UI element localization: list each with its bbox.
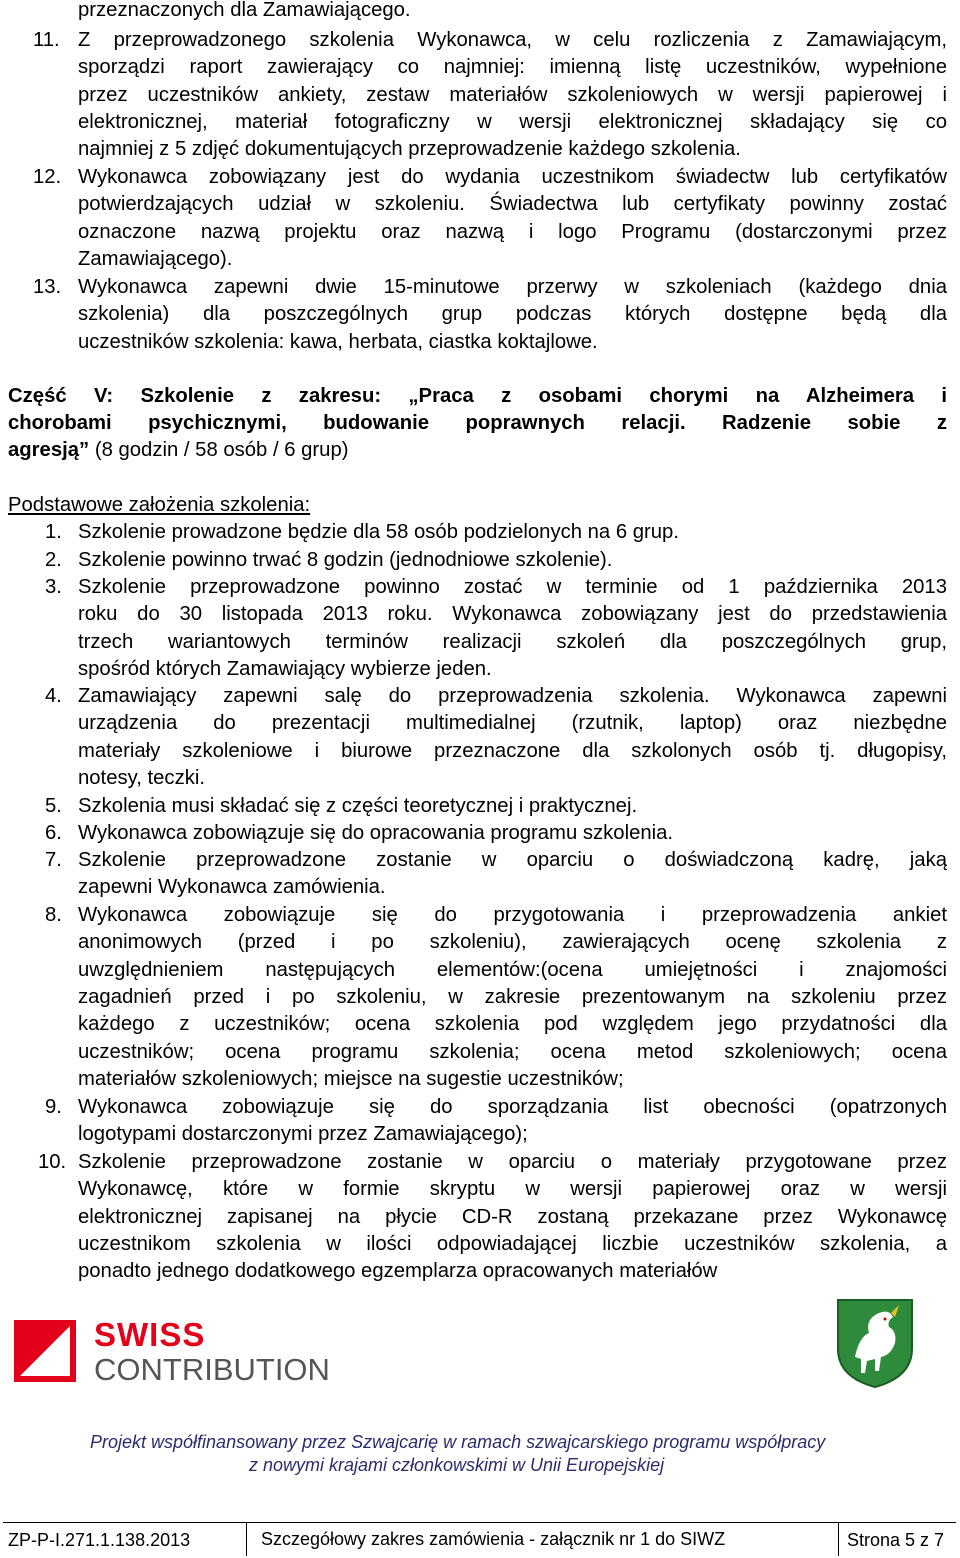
footer-funding-line-1: Projekt współfinansowany przez Szwajcarię w ramach szwajcarskiego programu współpracy — [90, 1432, 826, 1452]
list-item-line: uczestników szkolenia: kawa, herbata, ciastka koktajlowe. — [78, 330, 598, 353]
list-item-line: Wykonawca zobowiązuje się do przygotowania i przeprowadzenia ankiet — [78, 904, 947, 926]
list-item-line: uczestnikom szkolenia w ilości odpowiadającej liczbie uczestników szkolenia, a — [78, 1232, 947, 1255]
list-item-line: Szkolenie prowadzone będzie dla 58 osób podzielonych na 6 grup. — [78, 521, 679, 543]
list-item-line: każdego z uczestników; ocena szkolenia pod względem jego przydatności dla — [78, 1013, 947, 1036]
list-item-line: zapewni Wykonawca zamówienia. — [78, 876, 386, 899]
list-item-line: szkolenia) dla poszczególnych grup podczas których dostępne będą dla — [78, 303, 947, 326]
list-item-line: zagadnień przed i po szkoleniu, w zakresie prezentowanym na szkoleniu przez — [78, 985, 947, 1008]
list-item-line: uwzględnieniem następujących elementów:(ocena umiejętności i znajomości — [78, 958, 947, 981]
list-item-line: materiałów szkoleniowych; miejsce na sugestie uczestników; — [78, 1067, 624, 1090]
list-item-line: Wykonawca zobowiązuje się do opracowania programu szkolenia. — [78, 822, 674, 844]
list-item-line: Szkolenie powinno trwać 8 godzin (jednodniowe szkolenie). — [78, 549, 613, 571]
footer-divider-2 — [838, 1522, 839, 1556]
list-item-line: przez uczestników ankiety, zestaw materiałów szkoleniowych w wersji papierowej i — [78, 83, 947, 106]
list-number: 6. — [45, 822, 62, 844]
section-heading-bold: agresją” — [8, 439, 90, 461]
footer-funding-line-2: z nowymi krajami członkowskimi w Unii Europejskiej — [249, 1455, 665, 1475]
footer-title: Szczegółowy zakres zamówienia - załącznik nr 1 do SIWZ — [261, 1529, 726, 1549]
list-item-line: spośród których Zamawiający wybierze jeden. — [78, 657, 492, 680]
list-item-line: notesy, teczki. — [78, 766, 205, 789]
logo-text-swiss: SWISS — [94, 1316, 206, 1353]
list-item-line: Szkolenia musi składać się z części teoretycznej i praktycznej. — [78, 795, 638, 817]
list-item-line: roku do 30 listopada 2013 roku. Wykonawca zobowiązany jest do przedstawienia — [78, 603, 947, 626]
list-number: 12. — [33, 166, 62, 188]
list-item-line: Szkolenie przeprowadzone zostanie w oparciu o doświadczoną kadrę, jaką — [78, 849, 947, 871]
subsection-heading: Podstawowe założenia szkolenia: — [8, 494, 311, 516]
list-item-line: urządzenia do prezentacji multimedialnej (rzutnik, laptop) oraz niezbędne — [78, 712, 947, 735]
list-item-line: Wykonawca zobowiązany jest do wydania uczestnikom świadectw lub certyfikatów — [78, 166, 947, 188]
footer-box — [3, 1522, 956, 1557]
list-item-line: ponadto jednego dodatkowego egzemplarza opracowanych materiałów — [78, 1260, 718, 1283]
list-number: 1. — [45, 521, 62, 543]
list-number: 3. — [45, 576, 62, 598]
section-heading-details: (8 godzin / 58 osób / 6 grup) — [89, 439, 349, 461]
list-item-line: sporządzi raport zawierający co najmniej: imienną listę uczestników, wypełnione — [78, 56, 947, 79]
list-item-line: Szkolenie przeprowadzone zostanie w oparciu o materiały przygotowane przez — [78, 1151, 947, 1173]
list-number: 5. — [45, 795, 62, 817]
list-item-line: najmniej z 5 zdjęć dokumentujących przeprowadzenie każdego szkolenia. — [78, 138, 741, 161]
list-item-line: materiały szkoleniowe i biurowe przeznaczone dla szkolonych osób tj. długopisy, — [78, 739, 947, 762]
logo-text-contribution: CONTRIBUTION — [94, 1352, 330, 1387]
list-item-line: potwierdzających udział w szkoleniu. Świadectwa lub certyfikaty powinny zostać — [78, 193, 947, 216]
swiss-cross-icon — [14, 1320, 76, 1382]
section-heading-line: chorobami psychicznymi, budowanie poprawnych relacji. Radzenie sobie z — [8, 412, 947, 434]
list-number: 9. — [45, 1096, 62, 1118]
list-number: 13. — [33, 276, 62, 298]
list-item-line: Szkolenie przeprowadzone powinno zostać w terminie od 1 października 2013 — [78, 576, 947, 598]
list-item-line: Z przeprowadzonego szkolenia Wykonawca, w celu rozliczenia z Zamawiającym, — [78, 29, 947, 51]
list-item-line: Wykonawcę, które w formie skryptu w wersji papierowej oraz w wersji — [78, 1178, 947, 1201]
list-item-line: Wykonawca zapewni dwie 15-minutowe przerwy w szkoleniach (każdego dnia — [78, 276, 947, 298]
footer-reference: ZP-P-I.271.1.138.2013 — [8, 1530, 191, 1550]
list-item-line: elektronicznej zapisanej na płycie CD-R zostaną przekazane przez Wykonawcę — [78, 1205, 947, 1228]
list-item-line: uczestników; ocena programu szkolenia; ocena metod szkoleniowych; ocena — [78, 1040, 947, 1063]
list-item-line: anonimowych (przed i po szkoleniu), zawierających ocenę szkolenia z — [78, 931, 947, 954]
list-number: 4. — [45, 685, 62, 707]
list-item-line: Zamawiającego). — [78, 247, 233, 270]
list-item-line: trzech wariantowych terminów realizacji szkoleń dla poszczególnych grup, — [78, 630, 947, 653]
list-number: 10. — [38, 1151, 67, 1173]
list-item-line: logotypami dostarczonymi przez Zamawiającego); — [78, 1123, 528, 1146]
section-heading-line: Część V: Szkolenie z zakresu: „Praca z osobami chorymi na Alzheimera i — [8, 385, 947, 407]
swiss-contribution-logo — [14, 1316, 330, 1387]
list-item-line: oznaczone nazwą projektu oraz nazwą i logo Programu (dostarczonymi przez — [78, 220, 947, 243]
continuation-text: przeznaczonych dla Zamawiającego. — [78, 0, 411, 21]
list-item-line: Wykonawca zobowiązuje się do sporządzania list obecności (opatrzonych — [78, 1096, 947, 1118]
section-heading-line — [8, 440, 349, 460]
list-number: 7. — [45, 849, 62, 871]
list-item-line: elektronicznej, materiał fotograficzny w wersji elektronicznej składający się co — [78, 110, 947, 133]
coat-of-arms-emblem — [835, 1297, 915, 1389]
footer-page-number: Strona 5 z 7 — [847, 1530, 945, 1550]
coat-of-arms-icon — [835, 1297, 915, 1389]
list-number: 11. — [33, 29, 60, 51]
footer-divider-1 — [246, 1522, 247, 1556]
list-item-line: Zamawiający zapewni salę do przeprowadzenia szkolenia. Wykonawca zapewni — [78, 685, 947, 707]
list-number: 2. — [45, 549, 62, 571]
list-number: 8. — [45, 904, 62, 926]
